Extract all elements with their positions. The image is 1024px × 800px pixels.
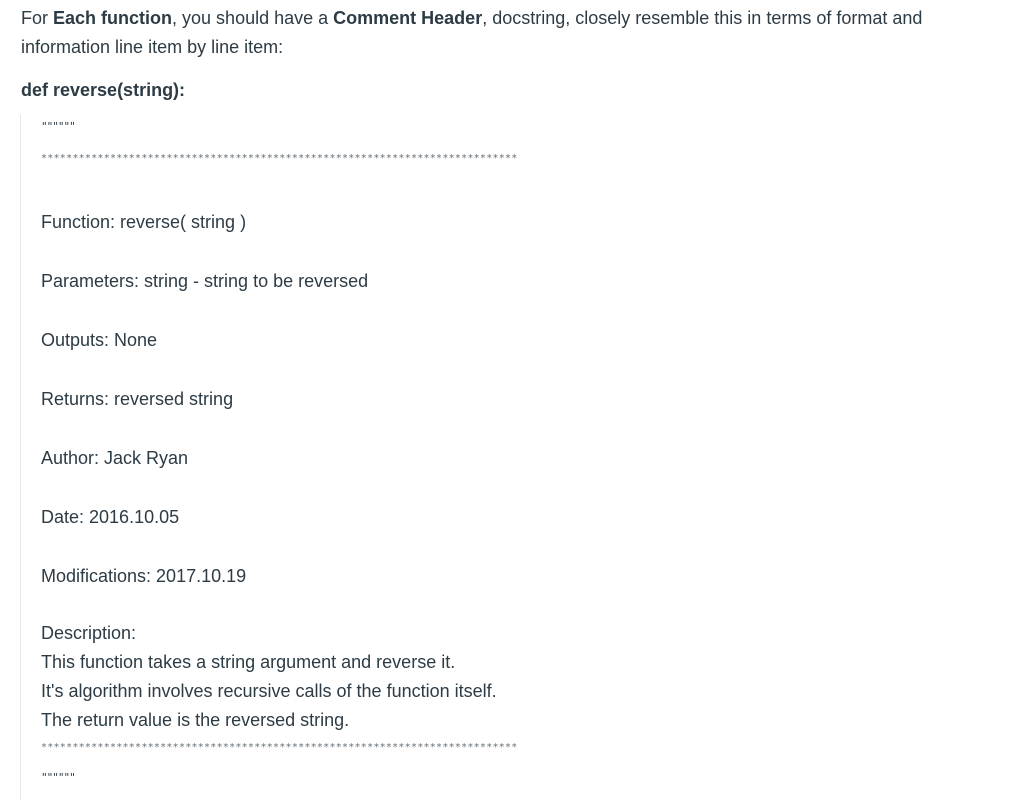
intro-bold-each-function: Each function <box>53 8 173 28</box>
intro-text-1: For <box>21 8 54 28</box>
function-definition-line: def reverse(string): <box>21 80 186 100</box>
description-section <box>41 619 497 735</box>
description-label: Description: <box>41 623 137 643</box>
returns-field: Returns: reversed string <box>41 389 234 409</box>
stars-top-border: **************************************************************************** <box>41 153 518 164</box>
description-line: It's algorithm involves recursive calls of the function itself. <box>41 681 497 701</box>
outputs-field: Outputs: None <box>41 330 158 350</box>
docstring-close-quotes: """""" <box>41 771 75 784</box>
instructions-paragraph <box>21 4 1001 62</box>
docstring-open-quotes: """""" <box>41 120 75 133</box>
intro-bold-comment-header: Comment Header <box>333 8 483 28</box>
function-field: Function: reverse( string ) <box>41 212 247 232</box>
description-line: This function takes a string argument and reverse it. <box>41 652 456 672</box>
stars-bottom-border: **************************************************************************** <box>41 742 518 753</box>
intro-text-3: , docstring, closely resemble this in terms of format and information line item by line item: <box>21 8 923 57</box>
date-field: Date: 2016.10.05 <box>41 507 180 527</box>
intro-text-2: , you should have a <box>172 8 334 28</box>
docstring-block <box>20 114 707 800</box>
author-field: Author: Jack Ryan <box>41 448 189 468</box>
description-line: The return value is the reversed string. <box>41 710 350 730</box>
modifications-field: Modifications: 2017.10.19 <box>41 566 247 586</box>
parameters-field: Parameters: string - string to be reversed <box>41 271 369 291</box>
